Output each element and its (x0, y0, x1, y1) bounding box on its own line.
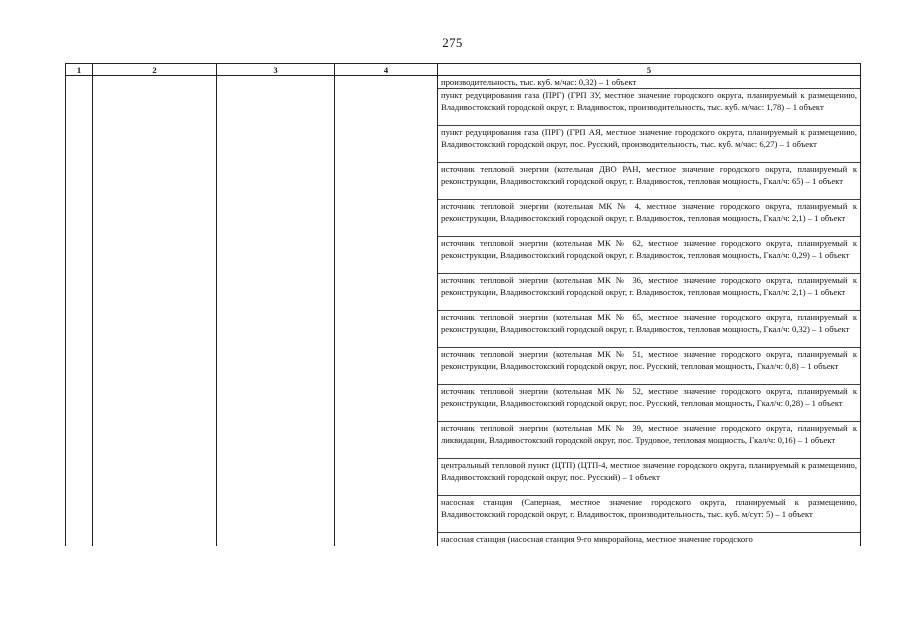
column-header-1: 1 (66, 64, 93, 76)
table-cell-col4 (335, 76, 438, 547)
list-item: насосная станция (Саперная, местное значение городского округа, планируемый к размещению, Владивостокский городской округ, г. Владивосток, производительность, тыс. куб. м/сут: 5) – 1 объект (438, 496, 860, 533)
column-header-5: 5 (438, 64, 861, 76)
column-header-2: 2 (93, 64, 217, 76)
list-item: пункт редуцирования газа (ПРГ) (ГРП АЯ, местное значение городского округа, планируемый к размещению, Владивостокский городской округ, пос. Русский, производительность, тыс. куб. м/час: 6,27) – 1 объект (438, 126, 860, 163)
list-item: источник тепловой энергии (котельная МК № 51, местное значение городского округа, планируемый к реконструкции, Владивостокский городской округ, пос. Русский, тепловая мощность, Гкал/ч: 0,8) – 1 объект (438, 348, 860, 385)
list-item: источник тепловой энергии (котельная МК № 39, местное значение городского округа, планируемый к ликвидации, Владивостокский городской округ, пос. Трудовое, тепловая мощность, Гкал/ч: 0,16) – 1 объект (438, 422, 860, 459)
list-item: насосная станция (насосная станция 9-го микрорайона, местное значение городского (441, 534, 753, 544)
list-item: пункт редуцирования газа (ПРГ) (ГРП ЗУ, местное значение городского округа, планируемый к размещению, Владивостокский городской округ, г. Владивосток, производительность, тыс. куб. м/час: 1,78) – 1 объект (438, 89, 860, 126)
list-item: производительность, тыс. куб. м/час: 0,32) – 1 объект (438, 76, 860, 89)
column-header-3: 3 (217, 64, 335, 76)
page-number: 275 (442, 35, 463, 50)
list-item: источник тепловой энергии (котельная МК № 65, местное значение городского округа, планируемый к реконструкции, Владивостокский городской округ, г. Владивосток, тепловая мощность, Гкал/ч: 0,32) – 1 объект (438, 311, 860, 348)
table-row (66, 76, 861, 547)
table-cell-col1 (66, 76, 93, 547)
list-item: источник тепловой энергии (котельная ДВО РАН, местное значение городского округа, планируемый к реконструкции, Владивостокский городской округ, г. Владивосток, тепловая мощность, Гкал/ч: 65) – 1 объект (438, 163, 860, 200)
list-item: центральный тепловой пункт (ЦТП) (ЦТП-4, местное значение городского округа, планируемый к размещению, Владивостокский городской округ, пос. Русский) – 1 объект (438, 459, 860, 496)
list-item: источник тепловой энергии (котельная МК № 4, местное значение городского округа, планируемый к реконструкции, Владивостокский городской округ, г. Владивосток, тепловая мощность, Гкал/ч: 2,1) – 1 объект (438, 200, 860, 237)
table-cell-col3 (217, 76, 335, 547)
list-item: источник тепловой энергии (котельная МК № 36, местное значение городского округа, планируемый к реконструкции, Владивостокский городской округ, г. Владивосток, тепловая мощность, Гкал/ч: 2,1) – 1 объект (438, 274, 860, 311)
list-item: источник тепловой энергии (котельная МК № 62, местное значение городского округа, планируемый к реконструкции, Владивостокский городской округ, г. Владивосток, тепловая мощность, Гкал/ч: 0,29) – 1 объект (438, 237, 860, 274)
table-cell-col5 (438, 76, 861, 547)
list-item: источник тепловой энергии (котельная МК № 52, местное значение городского округа, планируемый к реконструкции, Владивостокский городской округ, пос. Русский, тепловая мощность, Гкал/ч: 0,28) – 1 объект (438, 385, 860, 422)
document-table (65, 63, 861, 546)
table-header-row (66, 64, 861, 76)
table-cell-col2 (93, 76, 217, 547)
column-header-4: 4 (335, 64, 438, 76)
